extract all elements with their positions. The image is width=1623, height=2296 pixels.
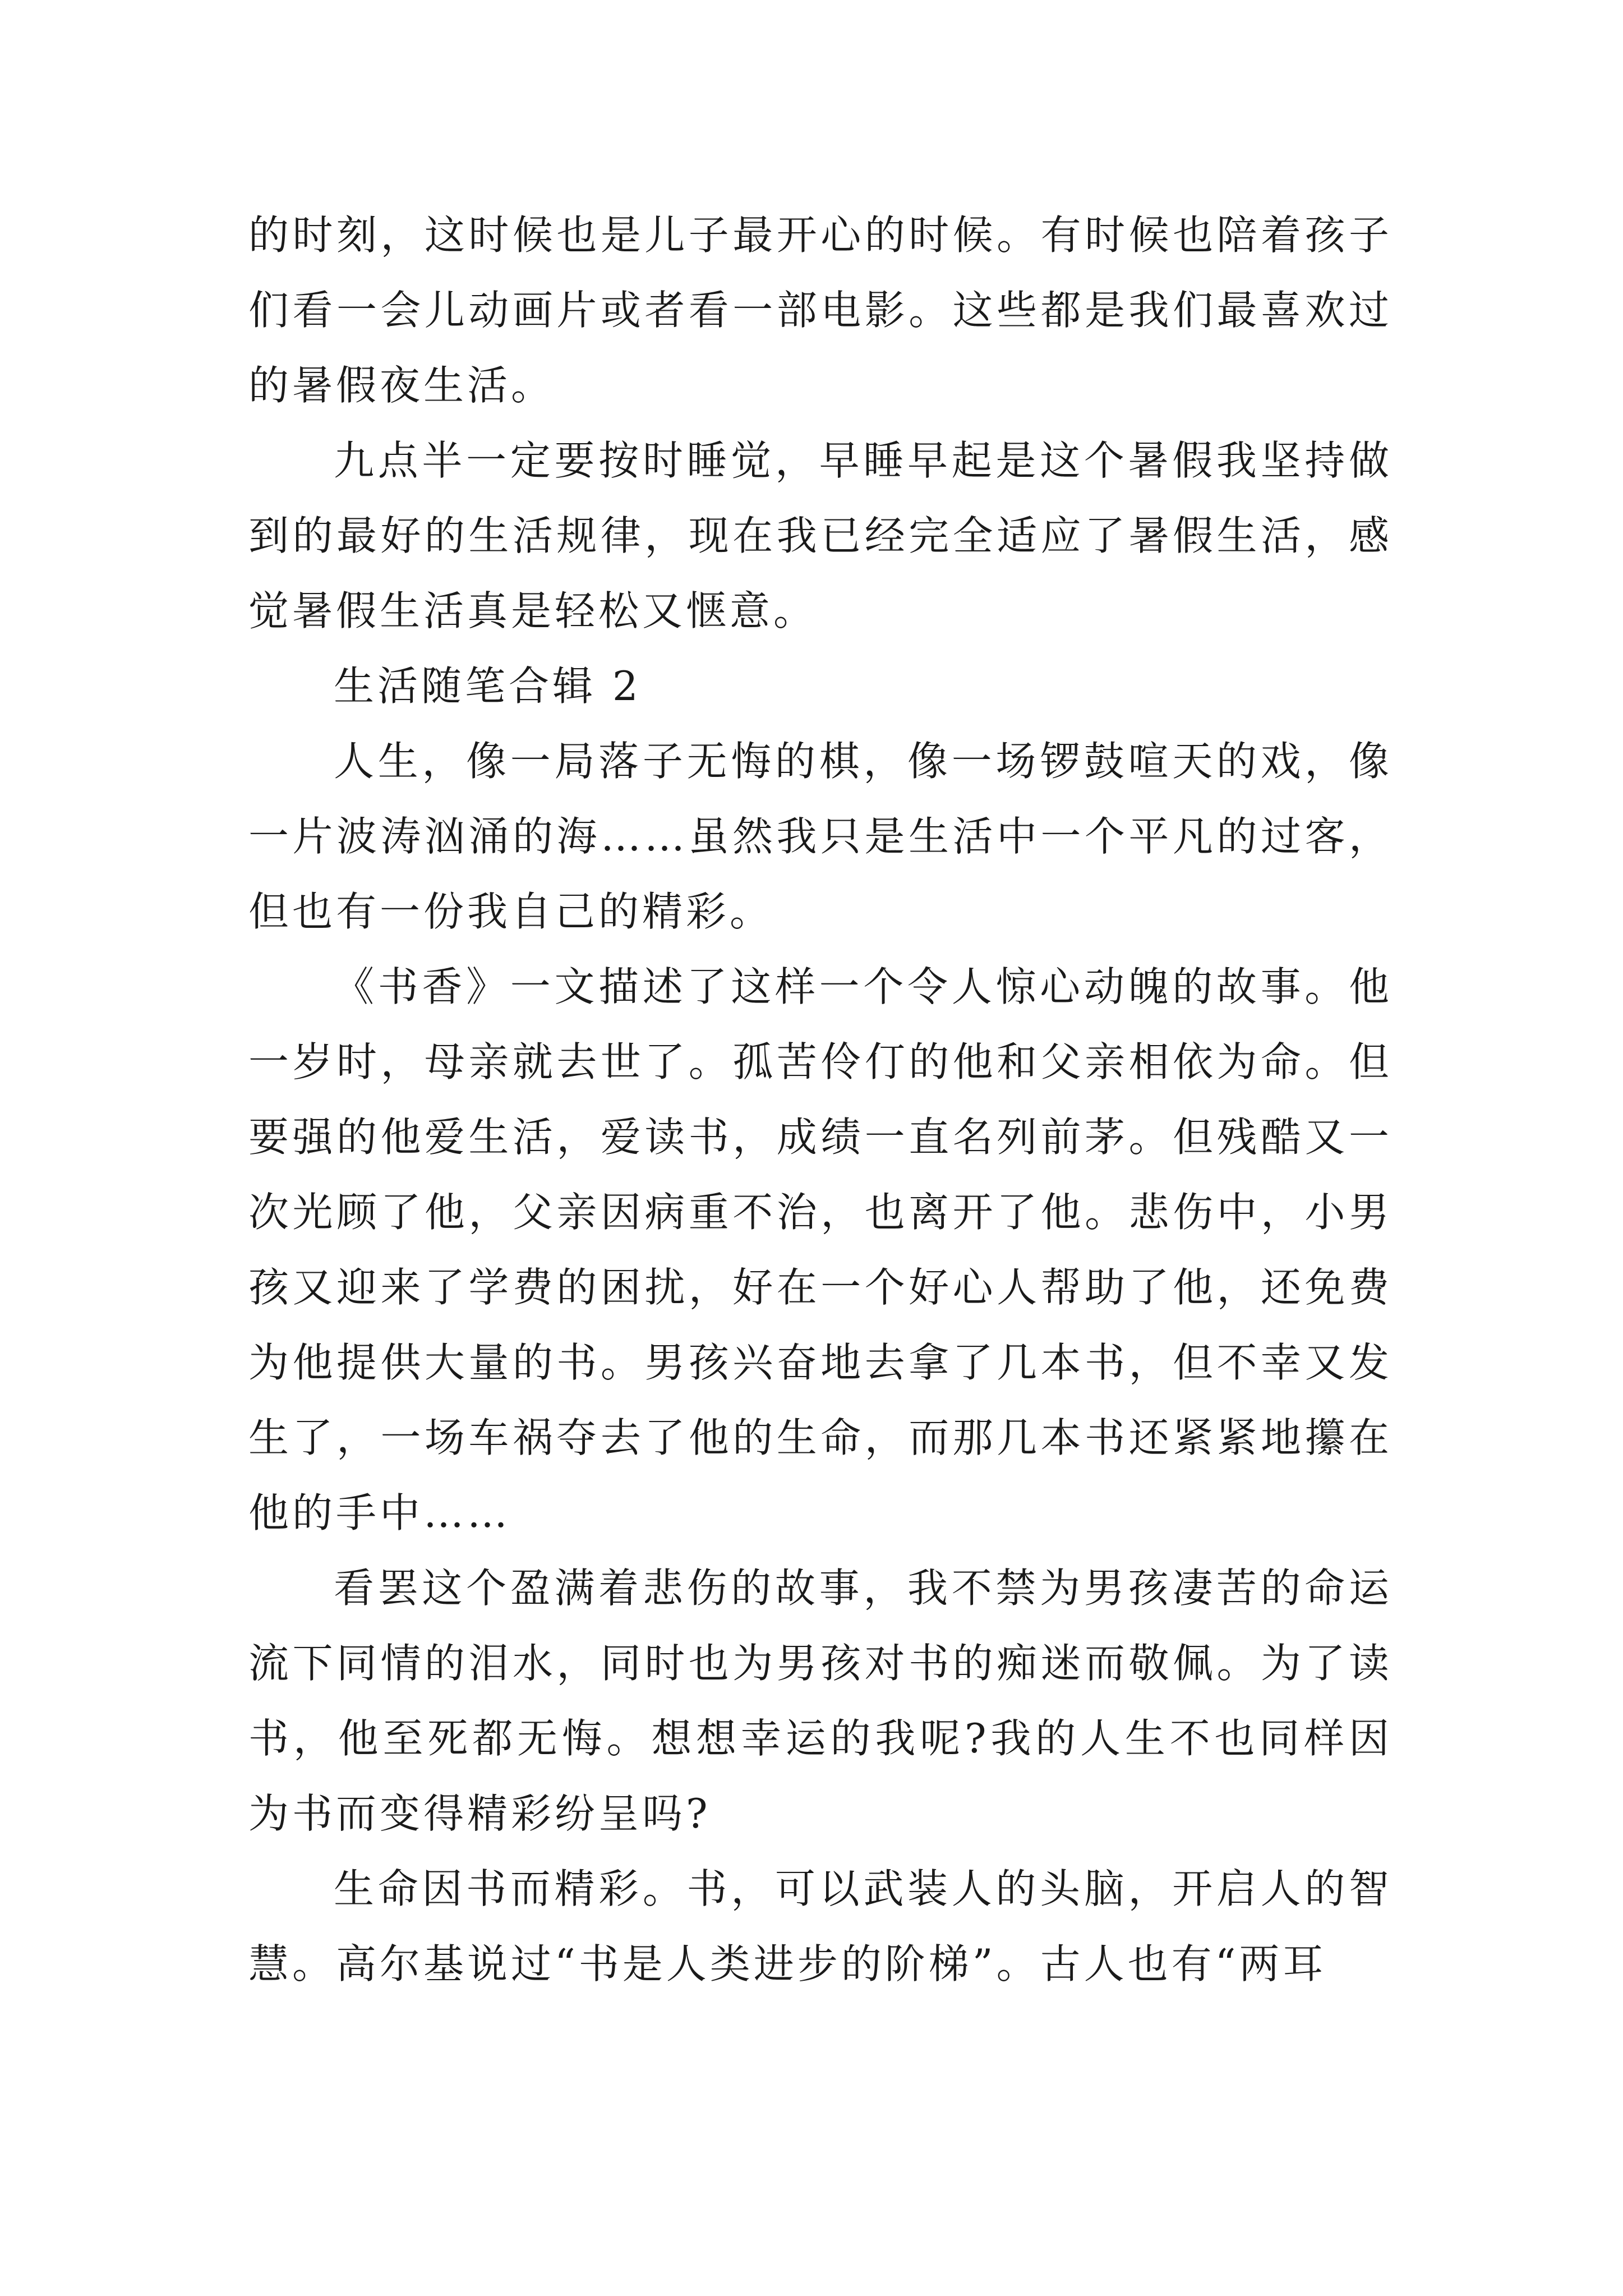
section-heading: 生活随笔合辑 2 xyxy=(334,662,642,710)
paragraph-2: 九点半一定要按时睡觉，早睡早起是这个暑假我坚持做到的最好的生活规律，现在我已经完全适应了暑假生活，感觉暑假生活真是轻松又惬意。 xyxy=(248,437,1393,634)
paragraph-4: 《书香》一文描述了这样一个令人惊心动魄的故事。他一岁时，母亲就去世了。孤苦伶仃的他和父亲相依为命。但要强的他爱生活，爱读书，成绩一直名列前茅。但残酷又一次光顾了他，父亲因病重不治，也离开了他。悲伤中，小男孩又迎来了学费的困扰，好在一个好心人帮助了他，还免费为他提供大量的书。男孩兴奋地去拿了几本书，但不幸又发生了，一场车祸夺去了他的生命，而那几本书还紧紧地攥在他的手中…… xyxy=(248,963,1393,1536)
paragraph-6: 生命因书而精彩。书，可以武装人的头脑，开启人的智慧。高尔基说过“书是人类进步的阶梯”。古人也有“两耳 xyxy=(248,1865,1393,1987)
paragraph-5: 看罢这个盈满着悲伤的故事，我不禁为男孩凄苦的命运流下同情的泪水，同时也为男孩对书的痴迷而敬佩。为了读书，他至死都无悔。想想幸运的我呢?我的人生不也同样因为书而变得精彩纷呈吗? xyxy=(248,1565,1393,1837)
paragraph-1: 的时刻，这时候也是儿子最开心的时候。有时候也陪着孩子们看一会儿动画片或者看一部电影。这些都是我们最喜欢过的暑假夜生活。 xyxy=(248,211,1393,409)
body-text xyxy=(248,197,1393,2001)
paragraph-3: 人生，像一局落子无悔的棋，像一场锣鼓喧天的戏，像一片波涛汹涌的海……虽然我只是生活中一个平凡的过客，但也有一份我自己的精彩。 xyxy=(248,738,1393,935)
